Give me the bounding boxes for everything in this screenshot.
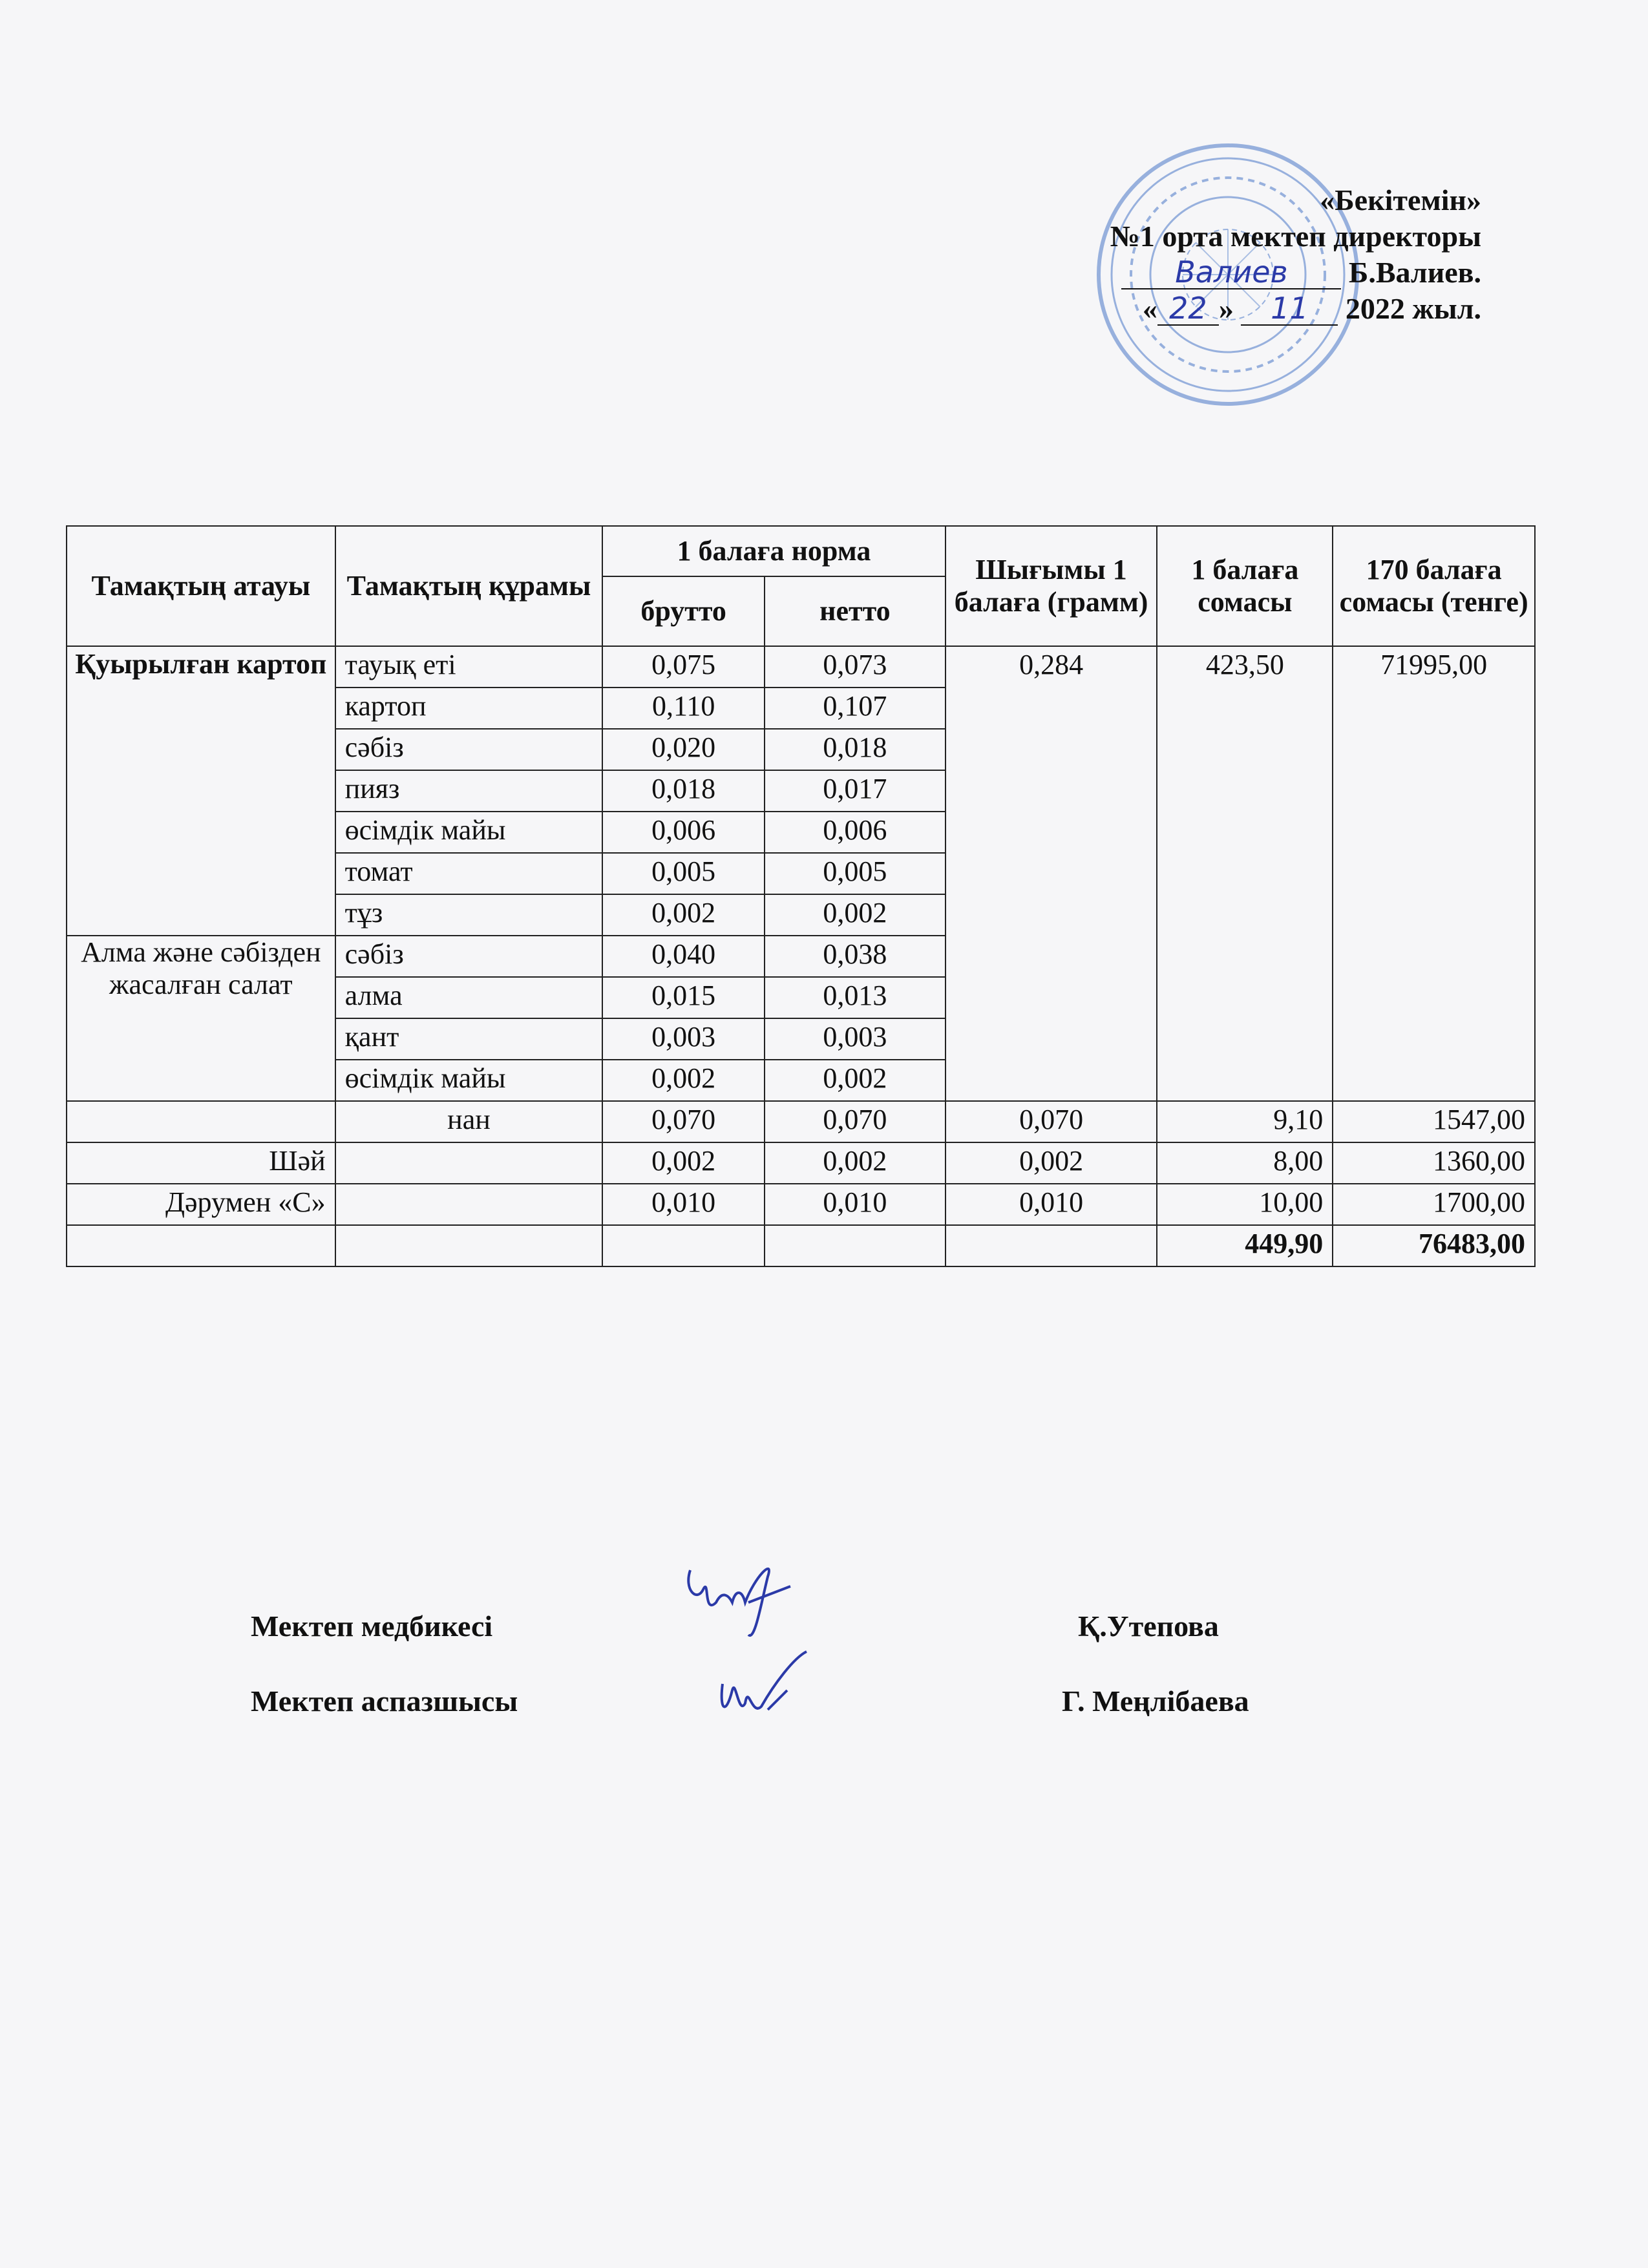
approval-block xyxy=(1110,182,1481,327)
brutto-value: 0,010 xyxy=(602,1184,765,1225)
menu-extra-rows xyxy=(67,1101,1535,1225)
dish-name-cell: Шәй xyxy=(67,1142,335,1184)
cost-total-value: 1547,00 xyxy=(1333,1101,1535,1142)
netto-value: 0,003 xyxy=(765,1018,945,1060)
totals-row xyxy=(67,1225,1535,1266)
ingredient-name xyxy=(335,1184,603,1225)
brutto-value: 0,002 xyxy=(602,1060,765,1101)
yield-value: 0,010 xyxy=(945,1184,1157,1225)
header-norm: 1 балаға норма xyxy=(602,526,945,576)
netto-value: 0,002 xyxy=(765,1142,945,1184)
combined-yield: 0,284 xyxy=(945,646,1157,1101)
cost-total-value: 1700,00 xyxy=(1333,1184,1535,1225)
cost-one-value: 9,10 xyxy=(1157,1101,1333,1142)
brutto-value: 0,005 xyxy=(602,853,765,894)
yield-value: 0,070 xyxy=(945,1101,1157,1142)
nurse-handwritten-signature xyxy=(677,1551,807,1648)
approval-director-line xyxy=(1110,255,1481,291)
director-signature: Валиев xyxy=(1121,256,1341,289)
brutto-value: 0,110 xyxy=(602,688,765,729)
netto-value: 0,005 xyxy=(765,853,945,894)
brutto-value: 0,015 xyxy=(602,977,765,1018)
signatures-block xyxy=(251,1609,1414,1759)
table-cell xyxy=(945,1225,1157,1266)
approval-title: «Бекітемін» xyxy=(1320,184,1481,216)
ingredient-name: тұз xyxy=(335,894,603,936)
ingredient-name: сәбіз xyxy=(335,936,603,977)
ingredient-name: пияз xyxy=(335,770,603,812)
netto-value: 0,002 xyxy=(765,894,945,936)
netto-value: 0,018 xyxy=(765,729,945,770)
brutto-value: 0,070 xyxy=(602,1101,765,1142)
approval-position: №1 орта мектеп директоры xyxy=(1110,220,1481,253)
director-name: Б.Валиев. xyxy=(1348,256,1481,289)
approval-date-line xyxy=(1110,291,1481,327)
netto-value: 0,017 xyxy=(765,770,945,812)
brutto-value: 0,002 xyxy=(602,1142,765,1184)
nurse-role: Мектеп медбикесі xyxy=(251,1610,493,1643)
ingredient-name: нан xyxy=(335,1101,603,1142)
table-cell xyxy=(602,1225,765,1266)
brutto-value: 0,006 xyxy=(602,812,765,853)
netto-value: 0,006 xyxy=(765,812,945,853)
table-row xyxy=(67,646,1535,688)
ingredient-name: сәбіз xyxy=(335,729,603,770)
ingredient-name xyxy=(335,1142,603,1184)
brutto-value: 0,018 xyxy=(602,770,765,812)
dish-name-cell xyxy=(67,1101,335,1142)
table-cell xyxy=(335,1225,603,1266)
signature-row-nurse xyxy=(251,1609,1414,1684)
date-close-quote: » xyxy=(1218,292,1234,325)
header-netto: нетто xyxy=(765,576,945,646)
table-row xyxy=(67,1184,1535,1225)
netto-value: 0,107 xyxy=(765,688,945,729)
table-cell xyxy=(765,1225,945,1266)
header-brutto: брутто xyxy=(602,576,765,646)
cook-handwritten-signature xyxy=(710,1645,826,1729)
cook-role: Мектеп аспазшысы xyxy=(251,1685,518,1717)
total-cost-total: 76483,00 xyxy=(1333,1225,1535,1266)
yield-value: 0,002 xyxy=(945,1142,1157,1184)
cost-one-value: 10,00 xyxy=(1157,1184,1333,1225)
netto-value: 0,073 xyxy=(765,646,945,688)
ingredient-name: тауық еті xyxy=(335,646,603,688)
combined-cost-one: 423,50 xyxy=(1157,646,1333,1101)
ingredient-name: картоп xyxy=(335,688,603,729)
ingredient-name: қант xyxy=(335,1018,603,1060)
table-row xyxy=(67,1101,1535,1142)
ingredient-name: өсімдік майы xyxy=(335,812,603,853)
dish-name-cell: Дәрумен «С» xyxy=(67,1184,335,1225)
table-row xyxy=(67,1142,1535,1184)
brutto-value: 0,020 xyxy=(602,729,765,770)
cook-name: Г. Меңлібаева xyxy=(1062,1685,1249,1717)
cost-total-value: 1360,00 xyxy=(1333,1142,1535,1184)
cost-one-value: 8,00 xyxy=(1157,1142,1333,1184)
header-cost-one: 1 балаға сомасы xyxy=(1157,526,1333,646)
dish-name-cell: Алма және сәбізден жасалған салат xyxy=(67,936,335,1101)
netto-value: 0,013 xyxy=(765,977,945,1018)
netto-value: 0,070 xyxy=(765,1101,945,1142)
header-cost-total: 170 балаға сомасы (тенге) xyxy=(1333,526,1535,646)
nurse-name: Қ.Утепова xyxy=(1078,1610,1219,1643)
netto-value: 0,002 xyxy=(765,1060,945,1101)
netto-value: 0,010 xyxy=(765,1184,945,1225)
menu-table xyxy=(66,525,1536,1267)
brutto-value: 0,003 xyxy=(602,1018,765,1060)
header-yield: Шығымы 1 балаға (грамм) xyxy=(945,526,1157,646)
header-row xyxy=(67,526,1535,576)
dish-name-cell: Қуырылған картоп xyxy=(67,646,335,936)
brutto-value: 0,040 xyxy=(602,936,765,977)
menu-groups xyxy=(67,646,1535,1101)
date-day: 22 xyxy=(1157,292,1219,326)
header-dish: Тамақтың атауы xyxy=(67,526,335,646)
combined-cost-total: 71995,00 xyxy=(1333,646,1535,1101)
signature-row-cook xyxy=(251,1684,1414,1759)
ingredient-name: алма xyxy=(335,977,603,1018)
date-year: 2022 жыл. xyxy=(1345,292,1481,325)
date-open-quote: « xyxy=(1142,292,1157,325)
brutto-value: 0,075 xyxy=(602,646,765,688)
date-month: 11 xyxy=(1241,292,1338,326)
table-cell xyxy=(67,1225,335,1266)
header-composition: Тамақтың құрамы xyxy=(335,526,603,646)
total-cost-one: 449,90 xyxy=(1157,1225,1333,1266)
ingredient-name: өсімдік майы xyxy=(335,1060,603,1101)
brutto-value: 0,002 xyxy=(602,894,765,936)
netto-value: 0,038 xyxy=(765,936,945,977)
ingredient-name: томат xyxy=(335,853,603,894)
